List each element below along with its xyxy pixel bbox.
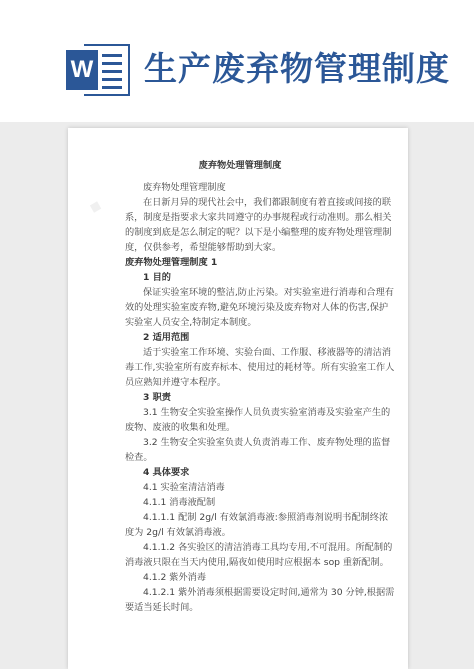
document-body xyxy=(125,158,395,615)
paragraph: 4.1.1.2 各实验区的清洁消毒工具均专用,不可混用。所配制的消毒液只限在当天内使用,隔夜如使用时应根据本 sop 重新配制。 xyxy=(125,542,393,568)
paragraph: 适于实验室工作环境、实验台面、工作服、移液器等的清洁消毒工作,实验室所有废弃标本、使用过的耗材等。所有实验室工作人员应熟知并遵守本程序。 xyxy=(125,347,395,388)
section-heading: 4 具体要求 xyxy=(143,467,190,478)
section-heading: 3 职责 xyxy=(143,392,171,403)
banner-title: 生产废弃物管理制度 xyxy=(144,49,450,88)
paragraph: 废弃物处理管理制度 xyxy=(143,182,226,193)
paragraph: 4.1 实验室清洁消毒 xyxy=(143,482,225,493)
paragraph: 4.1.1.1 配制 2g/l 有效氯消毒液:参照消毒剂说明书配制终浓度为 2g/l 有效氯消毒液。 xyxy=(125,512,389,538)
paragraph: 在日新月异的现代社会中，我们都跟制度有着直接或间接的联系，制度是指要求大家共同遵守的办事规程或行动准则。那么相关的制度到底是怎么制定的呢？以下是小编整理的废弃物处理管理制度，仅供参考，希望能够帮助到大家。 xyxy=(125,197,392,253)
word-letter-icon: W xyxy=(66,50,98,90)
paragraph: 4.1.1 消毒液配制 xyxy=(143,497,216,508)
word-document-icon xyxy=(66,44,130,96)
document-title: 废弃物处理管理制度 xyxy=(198,160,282,171)
paragraph: 3.1 生物安全实验室操作人员负责实验室消毒及实验室产生的废物、废液的收集和处理。 xyxy=(125,407,391,433)
section-heading: 废弃物处理管理制度 1 xyxy=(125,257,218,268)
paragraph: 4.1.2.1 紫外消毒须根据需要设定时间,通常为 30 分钟,根据需要适当延长时间。 xyxy=(125,587,395,613)
banner xyxy=(0,0,474,130)
section-heading: 2 适用范围 xyxy=(143,332,190,343)
paragraph: 4.1.2 紫外消毒 xyxy=(143,572,207,583)
watermark: ■ xyxy=(87,198,103,215)
paragraph: 3.2 生物安全实验室负责人负责消毒工作、废弃物处理的监督检查。 xyxy=(125,437,391,463)
paragraph: 保证实验室环境的整洁,防止污染。对实验室进行消毒和合理有效的处理实验室废弃物,避免环境污染及废弃物对人体的伤害,保护实验室人员安全,特制定本制度。 xyxy=(125,287,394,328)
section-heading: 1 目的 xyxy=(143,272,171,283)
